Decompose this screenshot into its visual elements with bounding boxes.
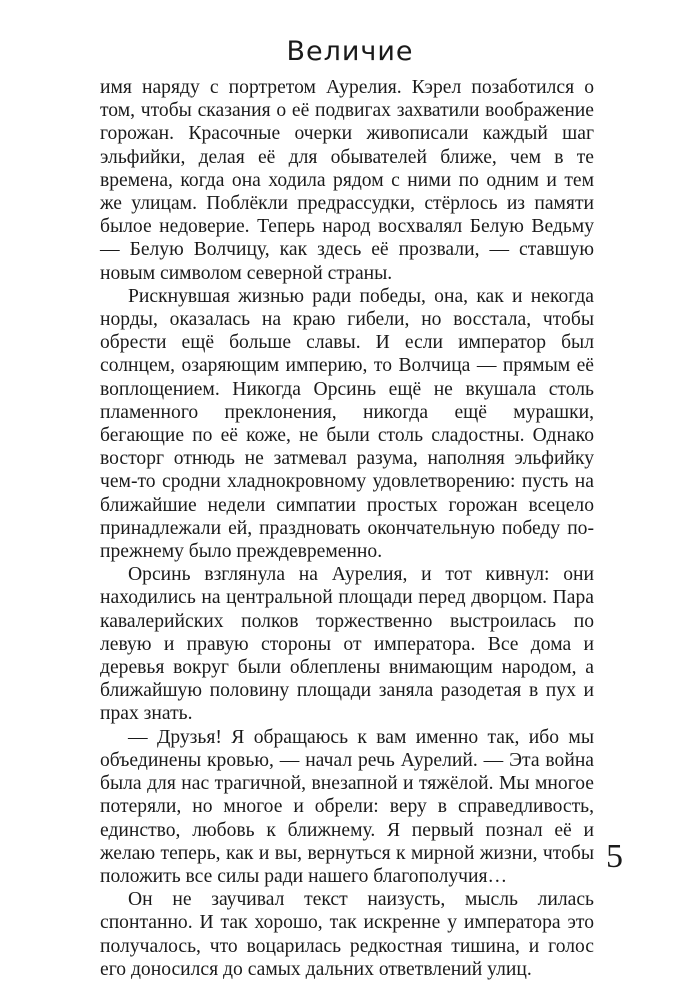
body-text <box>100 76 594 981</box>
page-number: 5 <box>606 838 623 875</box>
paragraph-3: Орсинь взглянула на Аурелия, и тот кивнул: они находились на центральной площади перед дворцом. Пара кавалерийских полков торжественно выстроилась по левую и правую стороны от императора. Все дома и деревья вокруг были облеплены внимающим народом, а ближайшую половину площади заняла разодетая в пух и прах знать. <box>100 564 594 725</box>
running-title: Величие <box>286 36 414 67</box>
paragraph-5: Он не заучивал текст наизусть, мысль лилась спонтанно. И так хорошо, так искренне у императора это получалось, что воцарилась редкостная тишина, и голос его доносился до самых дальних ответвлений улиц. <box>100 889 594 980</box>
paragraph-2: Рискнувшая жизнью ради победы, она, как и некогда норды, оказалась на краю гибели, но восстала, чтобы обрести ещё больше славы. И если император был солнцем, озаряющим империю, то Волчица — прямым её воплощением. Никогда Орсинь ещё не вкушала столь пламенного преклонения, никогда ещё мурашки, бегающие по её коже, не были столь сладостны. Однако восторг отнюдь не затмевал разума, наполняя эльфийку чем-то сродни хладнокровному удовлетворению: пусть на ближайшие недели симпатии простых горожан всецело принадлежали ей, праздновать окончательную победу по-прежнему было преждевременно. <box>100 285 594 563</box>
paragraph-1: имя наряду с портретом Аурелия. Кэрел позаботился о том, чтобы сказания о её подвигах захватили воображение горожан. Красочные очерки живописали каждый шаг эльфийки, делая её для обывателей ближе, чем в те времена, когда она ходила рядом с ними по одним и тем же улицам. Поблёкли предрассудки, стёрлось из памяти былое недоверие. Теперь народ восхвалял Белую Ведьму — Белую Волчицу, как здесь её прозвали, — ставшую новым символом северной страны. <box>100 77 594 284</box>
paragraph-4: — Друзья! Я обращаюсь к вам именно так, ибо мы объединены кровью, — начал речь Аурелий. — Эта война была для нас трагичной, внезапной и тяжёлой. Мы многое потеряли, но многое и обрели: веру в справедливость, единство, любовь к ближнему. Я первый познал её и желаю теперь, как и вы, вернуться к мирной жизни, чтобы положить все силы ради нашего благополучия… <box>100 726 594 887</box>
